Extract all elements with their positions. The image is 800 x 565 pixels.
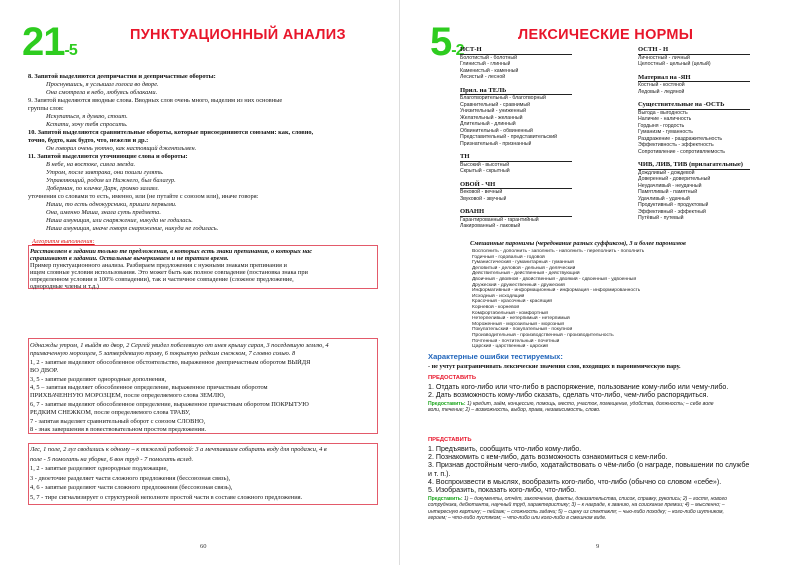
text-line: 9. Запятой выделяются вводные слова. Вводных слов очень много, выделим из них основные: [28, 97, 283, 104]
text-line: Кстати, хочу тебя спросить.: [46, 121, 128, 128]
meaning-line: 2. Познакомить с кем-либо, дать возможность ознакомиться с кем-либо.: [428, 453, 668, 462]
mixed-paronym-set: Корневой - корневой: [472, 305, 520, 310]
text-line: Наши, то есть однокурсники, пришли первыми.: [46, 201, 177, 208]
paronym-pair: Сопротивление - сопротивляемость: [638, 148, 725, 155]
meaning-line: 5. Изобразить, показать кого-либо, что-либо.: [428, 486, 577, 494]
paronym-pair: Гордыня - гордость: [638, 122, 685, 129]
paronym-pair: Высокий - высотный: [460, 161, 510, 168]
mixed-paronyms-title: Смешанные паронимы (чередование разных суффиксов), 3 и более паронимов: [470, 240, 686, 247]
example-line: ВО ДВОР.: [30, 367, 59, 375]
mixed-paronym-set: Гуманистический - гуманитарный - гуманный: [472, 260, 574, 266]
paronym-pair: Наличие - наличность: [638, 116, 692, 122]
paronym-pair: Лесистый - лесной: [460, 74, 506, 80]
page-number: 9: [596, 543, 600, 550]
paronym-pair: Эффективный - эффектный: [638, 208, 706, 215]
paronym-category: ИСТ-Н: [460, 46, 482, 53]
paronym-pair: Представительный - представительский: [460, 134, 558, 140]
paronym-pair: Ледовый - ледяной: [638, 88, 685, 95]
mixed-paronym-set: Производительный - производственный - производительность: [472, 333, 614, 338]
mixed-paronym-set: Покупательский - покупательный - покупной: [472, 327, 573, 333]
algorithm-line: спрашивают в задании. Остальные вычеркиваем и не тратим время.: [30, 254, 229, 262]
section-number: 5-2: [430, 20, 464, 64]
paronym-pair: Желательный - желанный: [460, 114, 523, 121]
mixed-paronym-set: Действительный - действенный - действующий: [472, 271, 580, 277]
example-line: 1, 2 - запятые выделяют обособленное обстоятельство, выраженное деепричастным оборотом ВЫЙДЯ: [30, 358, 311, 366]
paronym-category: ОВОЙ - ЧН: [460, 180, 496, 188]
text-line: 11. Запятой выделяются уточняющие слова и обороты:: [28, 153, 188, 160]
mixed-paronym-set: Почтенный - почтительный - почетный: [472, 338, 560, 344]
paronym-category: Прил. на ТЕЛЬ: [460, 86, 507, 94]
example-line: 6, 7 - запятые выделяют обособленное определение, выраженное причастным оборотом ПОКРЫТУЮ: [30, 400, 309, 408]
example-line: 5, 7 - тире сигнализирует о структурной неполноте простой части в составе сложного предложения.: [30, 494, 303, 501]
text-line: группы слов:: [28, 105, 64, 112]
paronym-category: ТН: [460, 153, 470, 160]
example-line: 3, 5 - запятые разделяют однородные дополнения,: [30, 375, 167, 383]
section-number: 21-5: [22, 20, 77, 64]
paronym-pair: Звуковой - звучный: [460, 195, 507, 202]
mixed-paronym-set: Двоичный - двойной - двойственный - двоякий - сдвоенный - удвоенный: [472, 277, 637, 282]
mixed-paronym-set: Информативный - информационный - информация - информированность: [472, 288, 641, 294]
paronym-pair: Лакированный - лаковый: [460, 223, 521, 229]
text-line: Доберман, по кличке Дарк, громко залаял.: [46, 185, 160, 192]
example-line: 4, 5 – запятая выделяет обособленное определение, выраженное причастным оборотом: [30, 384, 268, 391]
paronym-pair: Продуктивный - продуктовый: [638, 202, 709, 208]
errors-subtitle: - не учтут разграничивать лексические значения слов, входящих в паронимическую пару.: [428, 363, 681, 370]
text-line: В небе, на востоке, сияла звезда.: [46, 161, 136, 168]
mixed-paronym-set: Исходный - исходящий: [472, 293, 525, 299]
paronym-pair: Эффективность - эффектность: [638, 142, 714, 148]
paronym-pair: Признательный - признанный: [460, 140, 532, 147]
examples-label: Предоставить:: [428, 401, 468, 407]
predostavit-label: ПРЕДОСТАВИТЬ: [428, 375, 477, 381]
algorithm-line: Пример пунктуационного анализа. Разбираем предложения с нужными знаками препинания и: [30, 261, 287, 269]
mixed-paronym-set: Царский - царственный - царский: [472, 344, 549, 350]
meaning-line: 4. Воспроизвести в мыслях, вообразить кого-либо, что-либо (обычно со словом «себе»).: [428, 477, 722, 486]
text-line: Утром, после завтрака, они пошли гулять.: [46, 169, 164, 176]
example-line: ПРИХВАЧЕННУЮ МОРОЗЦЕМ, после определяемого слова ЗЕМЛЮ,: [30, 392, 226, 400]
example-line: сотрудника, дебютанта, научный труд, характеристику; 3) – к награде, к званию, на соискание премии; 4) – мысленно; –: [428, 502, 725, 509]
algorithm-line: однородные члены и т.д.): [30, 282, 99, 290]
text-line: 8. Запятой выделяются деепричастия и деепричастные обороты:: [28, 73, 216, 80]
paronym-pair: Вековой - вечный: [460, 189, 503, 195]
page-title: ПУНКТУАЦИОННЫЙ АНАЛИЗ: [130, 27, 346, 43]
paronym-pair: Личностный - личный: [638, 54, 690, 61]
text-line: Наша амуниция, иначе говоря снаряжение, никуда не годилась.: [46, 225, 219, 232]
example-line: героем; – что-либо пустяком; – что-либо или кого-либо в смешном виде.: [428, 514, 607, 521]
example-line: Предоставить: 1) кредит, заём, концессию, помощь, место, участок, помещение, удобства, должность; – себе воле: [428, 401, 714, 407]
algorithm-title: Алгоритм выполнения:: [32, 238, 95, 245]
example-line: 4, 6 - запятые разделяют части сложного предложения (бессоюзная связь),: [30, 484, 233, 492]
example-line: Представить: 1) – документы, отчёт, заключение, факты, доказательства, список, справку, рукопись; 2) – гостя, нового: [428, 496, 727, 502]
right-page: [400, 0, 800, 565]
paronym-category: ОВАНН: [460, 208, 485, 215]
paronym-pair: Длительный - длинный: [460, 121, 516, 127]
paronym-category: ОСТН - Н: [638, 46, 669, 53]
paronym-pair: Неудачливый - неудачный: [638, 182, 702, 189]
algorithm-line: Расставляем в задании только те предложения, в которых есть знаки препинания, о которых нас: [30, 248, 313, 255]
text-line: точно, будто, как будто, что, нежели и др.:: [28, 137, 149, 144]
paronym-pair: Целостный - цельный (целый): [638, 61, 711, 67]
example-line: прихваченную морозцем, 5 затвердевшую траву, 6 покрытую редким снежком, 7 словно солью. 8: [30, 350, 296, 358]
paronym-pair: Гуманизм - гуманность: [638, 129, 693, 135]
text-line: Она, именно Маша, знала суть предмета.: [46, 209, 161, 216]
meaning-line: 2. Дать возможность кому-либо сказать, сделать что-либо, чем-либо распорядиться.: [428, 391, 709, 400]
text-line: Искупаться, я думаю, стоит.: [46, 113, 128, 120]
paronym-pair: Унизительный - униженный: [460, 108, 527, 114]
text-line: уточнения со словами то есть, именно, или (не путайте с союзом или), иначе говоря:: [28, 193, 259, 200]
paronym-category: ЧИВ, ЛИВ, ТИВ (прилагательные): [638, 161, 743, 168]
mixed-paronym-set: Комфортабельный - комфортный: [472, 310, 549, 316]
meaning-line: 1. Предъявить, сообщить что-либо кому-либо.: [428, 445, 582, 453]
algorithm-line: ищем словные условия использования. Это может быть как полное совпадение (постановка знака при: [30, 268, 308, 276]
page-number: 60: [200, 543, 207, 550]
algorithm-line: определенном условии в 100% совпадении), так и частичное совпадение (сложное предложение,: [30, 275, 294, 283]
mixed-paronym-set: Нетерпеливый - нетерпимый - нетерпимый: [472, 316, 570, 322]
paronym-pair: Каменистый - каменный: [460, 67, 519, 74]
example-line: 1, 2 - запятые разделяют однородные подлежащие,: [30, 465, 169, 473]
errors-title: Характерные ошибки тестируемых:: [428, 352, 563, 361]
example-line: РЕДКИМ СНЕЖКОМ, после определяемого слова ТРАВУ,: [30, 409, 191, 417]
example-line: 8 - знак завершения в повествовательном простом предложении.: [30, 426, 207, 433]
example-line: интересную картину; – пейзаж; – сложность задачи; 5) – сцену из спектакля; – чью-либо походку; – кого-либо шутником,: [428, 508, 724, 515]
mixed-paronym-set: Восполнить - дополнить - заполнить - наполнить - переполнить - пополнить: [472, 249, 645, 254]
predstavit-label: ПРЕДСТАВИТЬ: [428, 437, 472, 443]
example-line: поле - 5 помогать на уборке, 6 вон труд - 7 помогать вслед.: [30, 455, 194, 463]
paronym-pair: Болотистый - болотный: [460, 54, 517, 61]
paronym-pair: Сравнительный - сравнимый: [460, 101, 530, 108]
examples-label: Представить:: [428, 496, 464, 502]
meaning-line: 1. Отдать кого-либо или что-либо в распоряжение, пользование кому-либо или чему-либо.: [428, 383, 729, 391]
text-line: Он говорил очень уютно, как настоящий джентльмен.: [46, 145, 197, 152]
meaning-line: и т. п.).: [428, 469, 451, 478]
text-line: Наша амуниция, или снаряжение, никуда не годилась.: [46, 217, 193, 224]
mixed-paronym-set: Дружеский - дружественный - дружеский: [472, 282, 565, 288]
paronym-category: Материал на -ЯН: [638, 73, 691, 81]
paronym-pair: Раздражение - раздражительность: [638, 135, 723, 142]
paronym-pair: Благотворительный - благотворный: [460, 95, 546, 101]
page-title: ЛЕКСИЧЕСКИЕ НОРМЫ: [518, 27, 694, 43]
paronym-pair: Обвинительный - обвиненный: [460, 127, 533, 134]
paronym-pair: Дождливый - дождевой: [638, 169, 695, 176]
example-line: Лес, 1 поле, 2 луг сводились к одному – к тяжелой работой: 3 а мечтавшим собирать воду для продажи, 4 в: [30, 446, 327, 453]
paronym-pair: Глинистый - глинный: [460, 61, 511, 67]
paronym-pair: Скрытый - скрытный: [460, 168, 510, 174]
mixed-paronym-set: Мороженный - морозильный - морозный: [472, 321, 565, 327]
example-line: воли, течение; 2) – возможность, выбор, права, независимость, слово.: [428, 407, 601, 414]
paronym-pair: Путёвый - путевый: [638, 215, 684, 221]
text-line: Проснувшись, я услышал голоса во дворе.: [46, 81, 159, 88]
text-line: Управляющий, родом из Нижнего, был балагур.: [46, 177, 176, 184]
example-line: 7 - запятая выделяет сравнительный оборот с союзом СЛОВНО,: [30, 417, 206, 425]
paronym-pair: Костный - костяной: [638, 82, 685, 88]
paronym-pair: Памятливый - памятный: [638, 189, 698, 195]
example-line: Однажды утром, 1 выйдя во двор, 2 Сергей увидел побелевшую от инея крышу сарая, 3 поседевшую землю, 4: [30, 342, 329, 349]
paronym-pair: Выгода - выгодность: [638, 109, 688, 116]
example-line: 3 - двоеточие разделяет части сложного предложения (бессоюзная связь),: [30, 474, 231, 482]
text-line: Она смотрела в небо, любуясь облаками.: [46, 89, 158, 96]
mixed-paronym-set: Красочный - красочный - красящий: [472, 299, 552, 305]
paronym-category: Существительные на -ОСТЬ: [638, 101, 725, 108]
mixed-paronym-set: Годичный - годовалый - годовой: [472, 254, 545, 260]
paronym-pair: Гарантированный - гарантийный: [460, 216, 539, 223]
paronym-pair: Доверенный - доверительный: [638, 176, 711, 182]
meaning-line: 3. Признав достойным чего-либо, ходатайствовать о чём-либо (о награде, повышении по службе: [428, 461, 750, 470]
text-line: 10. Запятой выделяются сравнительные обороты, которые присоединяются союзами: как, словно,: [28, 129, 314, 136]
mixed-paronym-set: Деловитый - деловой - дельный - деляческий: [472, 265, 576, 271]
paronym-pair: Удачливый - удачный: [638, 195, 690, 202]
